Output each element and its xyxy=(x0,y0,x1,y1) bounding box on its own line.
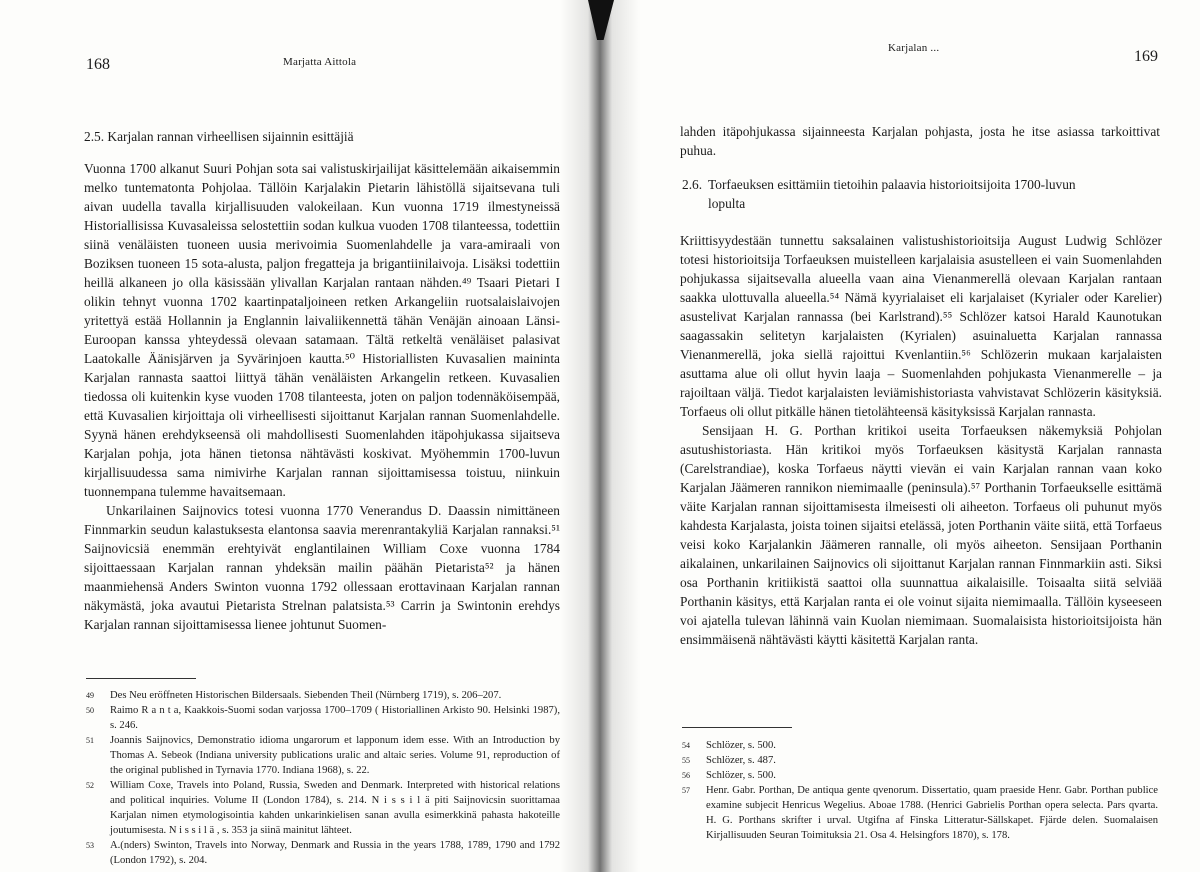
footnote-mark: 49 xyxy=(86,691,94,700)
paragraph: lahden itäpohjukassa sijainneesta Karjalan pohjasta, josta he itse asiassa tarkoittivat puhua. xyxy=(680,124,1160,158)
footnotes-left xyxy=(86,688,560,868)
footnote-mark: 53 xyxy=(86,841,94,850)
footnote-text: Schlözer, s. 500. xyxy=(706,740,776,751)
footnote-text: William Coxe, Travels into Poland, Russia, Sweden and Denmark. Interpreted with historical relations and political inquiries. Volume II (London 1784), s. 214. N i s s i l ä piti Saijnovicsin suorittamaa Karjalan nimen etymologisointia kahden unkarinkielisen sanan avulla esimerkkinä pahasta hakoteille joutumisesta. N i s s i l ä , s. 353 ja siinä mainitut lähteet. xyxy=(110,780,560,836)
book-gutter-shadow xyxy=(560,0,640,872)
page-number-right: 169 xyxy=(1134,48,1158,65)
footnote xyxy=(86,778,560,838)
continued-paragraph xyxy=(680,122,1160,160)
paragraph: Sensijaan H. G. Porthan kritikoi useita Torfaeuksen näkemyksiä Pohjolan asutushistoriasta. Hän kritikoi myös Torfaeuksen käsitystä Karjalan rannasta (Carelstrandiae), koska Torfaeus näytti vievän ei vain Karjalan rannan vaan koko Karjalan Jäämeren rannikon niemimaalle (peninsula).⁵⁷ Porthanin Torfaeukselle esittämä väite Karjalan rannan sijoittamisesta ilmeisesti oli aiheeton. Torfaeus oli puhunut myös kahdesta Karjalasta, joista toinen sijaitsi etelässä, joten Porthanin väite siitä, että Torfaeus veisi koko Karjalankin Jäämeren rannalle, oli myös aiheeton. Sensijaan Porthanin aikalainen, unkarilainen Saijnovics oli sijoittanut Karjalan rannan Finnmarkiin asti. Siksi osa Porthanin kritiikistä saattoi olla suunnattua aikalaisille. Toisaalta siitä selviää Porthanin käsitys, että Karjalan ranta ei ole voinut sijaita niemimaalla. Tällöin kyseeseen voi ajatella tulevan lähinnä vain Kuolan niemimaan. Suomalaisista historioitsijoista hän ensimmäisenä nähtävästi käytti käsitettä Karjalan ranta. xyxy=(680,423,1162,647)
footnote xyxy=(86,838,560,868)
footnotes-right xyxy=(682,738,1158,843)
footnote xyxy=(86,733,560,778)
body-text-right xyxy=(680,231,1162,649)
footnote-mark: 57 xyxy=(682,786,690,795)
footnote xyxy=(86,703,560,733)
footnote-rule xyxy=(682,727,792,728)
footnote xyxy=(682,738,1158,753)
footnote-text: Joannis Saijnovics, Demonstratio idioma ungarorum et lapponum idem esse. With an Introduction by Thomas A. Sebeok (Indiana university publications uralic and altaic series. Volume 91, reproduction of the original published in Tyrnavia 1770. Indiana 1968), s. 22. xyxy=(110,735,560,776)
paragraph: Kriittisyydestään tunnettu saksalainen valistushistorioitsija August Ludwig Schlözer totesi historioitsija Torfaeuksen muistelleen karjalaisia asustelleen ei vain Suomenlahden pohjukassa sijaitsevalla alueella vaan aina Vienanmerellä olevaan Karjalan rantaan saakka ulottuvalla alueella.⁵⁴ Nämä kyyrialaiset eli karjalaiset (Kyrialer oder Karelier) asustelivat Karjalan rannassa (bei Karlstrand).⁵⁵ Schlözer katsoi Harald Kaunotukan saagassakin selitetyn karjalaisten (Kyrialen) asuinaluetta Karjalan rannassa Vienanmerellä, joka siellä rajoittui Kvenlantiin.⁵⁶ Schlözerin mukaan karjalaisten asuttama alue oli ollut hyvin laaja – Suomenlahden pohjukasta Vienanmerelle – ja rajoiltaan väljä. Tiedot karjalaisten leviämishistoriasta vahvistavat Schlözerin käsityksiä. Torfaeus oli ollut pitkälle hänen tietolähteensä käsityksissä Karjalan rannasta. xyxy=(680,233,1162,419)
running-head-left: Marjatta Aittola xyxy=(283,56,357,68)
footnote xyxy=(682,753,1158,768)
footnote xyxy=(682,783,1158,843)
page-number-left: 168 xyxy=(86,56,110,73)
footnote-text: Schlözer, s. 500. xyxy=(706,770,776,781)
footnote-mark: 56 xyxy=(682,771,690,780)
footnote-rule xyxy=(86,678,196,679)
footnote-mark: 55 xyxy=(682,756,690,765)
footnote-text: Schlözer, s. 487. xyxy=(706,755,776,766)
footnote-text: Henr. Gabr. Porthan, De antiqua gente qvenorum. Dissertatio, quam praeside Henr. Gabr. Porthan publice examine subjecit Henricus Wegelius. Aboae 1788. (Henrici Gabrielis Porthan opera selecta. Pars qvarta. H. G. Porthans skrifter i urval. Utgifna af Finska Litteratur-Sällskapet. Fjärde delen. Suomalaisen Kirjallisuuden Seuran Toimituksia 21. Osa 4. Helsingfors 1870), s. 178. xyxy=(706,785,1158,841)
right-page xyxy=(600,0,1200,872)
footnote xyxy=(682,768,1158,783)
section-title-2-6 xyxy=(682,175,1082,213)
footnote-mark: 51 xyxy=(86,736,94,745)
paragraph: Unkarilainen Saijnovics totesi vuonna 1770 Venerandus D. Daassin nimittäneen Finnmarkin seudun kalastuksesta elantonsa saavia merenrantakyliä Karjalan rannaksi.⁵¹ Saijnovicsiä enemmän erehtyivät englantilainen William Coxe vuonna 1784 sijoittaessaan Karjalan rannan yhdeksän mailin päähän Pietarista⁵² ja hänen maanmiehensä Anders Swinton vuonna 1792 ollessaan erottavinaan Karjalan rannan näkymästä, joka avautui Pietarista Strelnan palatsista.⁵³ Carrin ja Swintonin erehdys Karjalan rannan sijoittamisessa lienee johtunut Suomen- xyxy=(84,503,560,632)
footnote xyxy=(86,688,560,703)
section-number: 2.6. xyxy=(682,177,703,192)
running-head-right: Karjalan ... xyxy=(888,42,940,54)
section-title-line: Torfaeuksen esittämiin tietoihin palaavia historioitsijoita 1700-luvun xyxy=(708,177,1076,192)
section-title-line: lopulta xyxy=(708,196,746,211)
paragraph: Vuonna 1700 alkanut Suuri Pohjan sota sai valistuskirjailijat käsittelemään aikaisemmin melko tuntematonta Pohjolaa. Tällöin Karjalakin Pietarin lähistöllä sijaitsevana tuli aivan uudella tavalla kirjallisuuden valokeilaan. Kun vuonna 1719 ilmestyneissä Historiallisissa Kuvasaleissa selostettiin sodan kulkua vuoden 1708 tilanteessa, todettiin siinä venäläisten tuoneen uusia merivoimia Suomenlahdelle ja vara-amiraali von Boziksen tuoneen 15 sota-alusta, paljon fregatteja ja brigantiinilaivoja. Lisäksi todettiin heillä alkaneen jo olla käsissään ylivallan Karjalan rantaan nähden.⁴⁹ Tsaari Pietari I olikin tehnyt vuonna 1702 kaartinpataljoineen retken Arkangeliin ruotsalaislaivojen yritettyä estää Hollannin ja Englannin laivaliikennettä tähän Venäjän ainoaan Länsi-Euroopan kanssa yhteydessä olevaan satamaan. Tältä retkeltä venäläiset palasivat Laatokalle Äänisjärven ja Syvärinjoen kautta.⁵⁰ Historiallisten Kuvasalien maininta Karjalan rannasta saattoi liittyä tähän venäläisten Arkangelin retkeen. Kuvasalien tiedossa oli kuitenkin kyse vuoden 1708 tilanteesta, joten on paljon todennäköisempää, että Kuvasalien kirjoittaja oli virheellisesti sijoittanut Karjalan rannan Suomenlahdelle. Syynä hänen erehdykseensä oli mahdollisesti Suomenlahden itäpohjukassa sijaitseva Karjalan pohja, jota hänen tietonsa nähtävästi koskivat. Myöhemmin 1700-luvun kirjallisuudessa sama nimivirhe Karjalan rannan sijoittamisessa toistuu, niinkuin tuonnempana tulemme havaitsemaan. xyxy=(84,161,560,499)
footnote-mark: 50 xyxy=(86,706,94,715)
section-title-2-5: 2.5. Karjalan rannan virheellisen sijainnin esittäjiä xyxy=(84,129,354,144)
footnote-mark: 52 xyxy=(86,781,94,790)
footnote-text: Raimo R a n t a, Kaakkois-Suomi sodan varjossa 1700–1709 ( Historiallinen Arkisto 90. Helsinki 1987), s. 246. xyxy=(110,705,560,731)
footnote-text: Des Neu eröffneten Historischen Bildersaals. Siebenden Theil (Nürnberg 1719), s. 206–207. xyxy=(110,690,502,701)
footnote-text: A.(nders) Swinton, Travels into Norway, Denmark and Russia in the years 1788, 1789, 1790 and 1792 (London 1792), s. 204. xyxy=(110,840,560,866)
body-text-left xyxy=(84,159,560,634)
footnote-mark: 54 xyxy=(682,741,690,750)
